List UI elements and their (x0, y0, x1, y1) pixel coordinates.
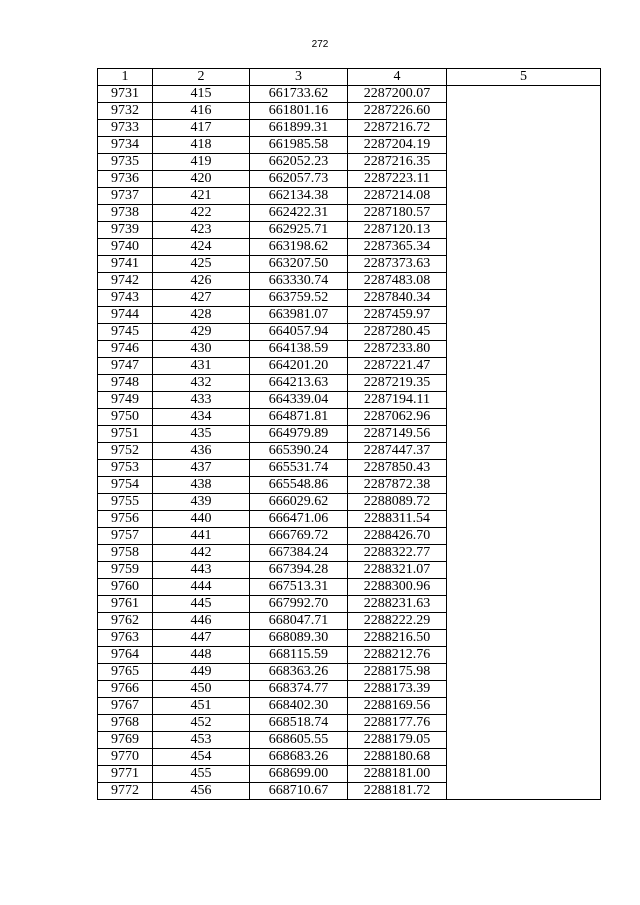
cell-vertex-number: 443 (153, 562, 250, 579)
cell-y-coordinate: 2287226.60 (348, 103, 447, 120)
cell-point-number: 9749 (98, 392, 153, 409)
cell-vertex-number: 426 (153, 273, 250, 290)
cell-point-number: 9759 (98, 562, 153, 579)
cell-vertex-number: 446 (153, 613, 250, 630)
cell-x-coordinate: 666029.62 (250, 494, 348, 511)
cell-x-coordinate: 661801.16 (250, 103, 348, 120)
cell-column-5 (447, 86, 601, 800)
cell-y-coordinate: 2287200.07 (348, 86, 447, 103)
cell-y-coordinate: 2287459.97 (348, 307, 447, 324)
cell-vertex-number: 442 (153, 545, 250, 562)
cell-x-coordinate: 667384.24 (250, 545, 348, 562)
cell-point-number: 9755 (98, 494, 153, 511)
cell-vertex-number: 419 (153, 154, 250, 171)
cell-x-coordinate: 663207.50 (250, 256, 348, 273)
cell-point-number: 9765 (98, 664, 153, 681)
cell-point-number: 9750 (98, 409, 153, 426)
cell-y-coordinate: 2288426.70 (348, 528, 447, 545)
cell-vertex-number: 418 (153, 137, 250, 154)
column-header-1: 1 (98, 69, 153, 86)
cell-vertex-number: 450 (153, 681, 250, 698)
cell-x-coordinate: 664201.20 (250, 358, 348, 375)
cell-vertex-number: 434 (153, 409, 250, 426)
cell-vertex-number: 456 (153, 783, 250, 800)
column-header-5: 5 (447, 69, 601, 86)
cell-x-coordinate: 661985.58 (250, 137, 348, 154)
coordinates-table (97, 68, 601, 800)
cell-point-number: 9739 (98, 222, 153, 239)
cell-x-coordinate: 668605.55 (250, 732, 348, 749)
cell-point-number: 9747 (98, 358, 153, 375)
cell-x-coordinate: 666769.72 (250, 528, 348, 545)
cell-x-coordinate: 664213.63 (250, 375, 348, 392)
cell-x-coordinate: 664871.81 (250, 409, 348, 426)
cell-y-coordinate: 2288175.98 (348, 664, 447, 681)
cell-y-coordinate: 2288181.00 (348, 766, 447, 783)
cell-vertex-number: 415 (153, 86, 250, 103)
cell-point-number: 9737 (98, 188, 153, 205)
cell-point-number: 9771 (98, 766, 153, 783)
cell-x-coordinate: 662925.71 (250, 222, 348, 239)
cell-point-number: 9751 (98, 426, 153, 443)
cell-y-coordinate: 2288231.63 (348, 596, 447, 613)
cell-point-number: 9764 (98, 647, 153, 664)
cell-y-coordinate: 2287214.08 (348, 188, 447, 205)
cell-x-coordinate: 665548.86 (250, 477, 348, 494)
cell-point-number: 9746 (98, 341, 153, 358)
cell-vertex-number: 436 (153, 443, 250, 460)
cell-y-coordinate: 2288212.76 (348, 647, 447, 664)
cell-vertex-number: 420 (153, 171, 250, 188)
cell-y-coordinate: 2288173.39 (348, 681, 447, 698)
cell-point-number: 9735 (98, 154, 153, 171)
cell-vertex-number: 453 (153, 732, 250, 749)
cell-vertex-number: 421 (153, 188, 250, 205)
cell-y-coordinate: 2287365.34 (348, 239, 447, 256)
cell-vertex-number: 439 (153, 494, 250, 511)
cell-point-number: 9763 (98, 630, 153, 647)
cell-x-coordinate: 668710.67 (250, 783, 348, 800)
cell-x-coordinate: 664339.04 (250, 392, 348, 409)
cell-y-coordinate: 2287233.80 (348, 341, 447, 358)
cell-vertex-number: 433 (153, 392, 250, 409)
cell-y-coordinate: 2288321.07 (348, 562, 447, 579)
cell-point-number: 9741 (98, 256, 153, 273)
cell-x-coordinate: 664057.94 (250, 324, 348, 341)
cell-point-number: 9772 (98, 783, 153, 800)
cell-vertex-number: 451 (153, 698, 250, 715)
cell-vertex-number: 431 (153, 358, 250, 375)
cell-vertex-number: 417 (153, 120, 250, 137)
cell-x-coordinate: 663198.62 (250, 239, 348, 256)
cell-y-coordinate: 2287221.47 (348, 358, 447, 375)
cell-y-coordinate: 2288311.54 (348, 511, 447, 528)
cell-y-coordinate: 2287216.72 (348, 120, 447, 137)
cell-vertex-number: 416 (153, 103, 250, 120)
cell-point-number: 9769 (98, 732, 153, 749)
cell-point-number: 9745 (98, 324, 153, 341)
cell-x-coordinate: 664138.59 (250, 341, 348, 358)
cell-y-coordinate: 2288169.56 (348, 698, 447, 715)
cell-y-coordinate: 2287219.35 (348, 375, 447, 392)
cell-y-coordinate: 2287850.43 (348, 460, 447, 477)
cell-x-coordinate: 665531.74 (250, 460, 348, 477)
cell-y-coordinate: 2288216.50 (348, 630, 447, 647)
cell-y-coordinate: 2287483.08 (348, 273, 447, 290)
cell-x-coordinate: 665390.24 (250, 443, 348, 460)
cell-point-number: 9754 (98, 477, 153, 494)
cell-x-coordinate: 662052.23 (250, 154, 348, 171)
cell-point-number: 9733 (98, 120, 153, 137)
cell-vertex-number: 445 (153, 596, 250, 613)
page-number: 272 (311, 39, 329, 50)
cell-x-coordinate: 668374.77 (250, 681, 348, 698)
cell-y-coordinate: 2288089.72 (348, 494, 447, 511)
cell-vertex-number: 422 (153, 205, 250, 222)
cell-vertex-number: 444 (153, 579, 250, 596)
cell-x-coordinate: 662057.73 (250, 171, 348, 188)
cell-x-coordinate: 661733.62 (250, 86, 348, 103)
cell-vertex-number: 454 (153, 749, 250, 766)
cell-point-number: 9756 (98, 511, 153, 528)
cell-y-coordinate: 2287216.35 (348, 154, 447, 171)
cell-point-number: 9753 (98, 460, 153, 477)
cell-y-coordinate: 2288300.96 (348, 579, 447, 596)
cell-y-coordinate: 2287149.56 (348, 426, 447, 443)
cell-y-coordinate: 2287872.38 (348, 477, 447, 494)
cell-point-number: 9758 (98, 545, 153, 562)
header-row (98, 69, 601, 86)
cell-vertex-number: 452 (153, 715, 250, 732)
cell-x-coordinate: 661899.31 (250, 120, 348, 137)
cell-point-number: 9732 (98, 103, 153, 120)
cell-point-number: 9752 (98, 443, 153, 460)
cell-vertex-number: 429 (153, 324, 250, 341)
cell-y-coordinate: 2288180.68 (348, 749, 447, 766)
cell-point-number: 9767 (98, 698, 153, 715)
cell-y-coordinate: 2288322.77 (348, 545, 447, 562)
cell-point-number: 9736 (98, 171, 153, 188)
column-header-4: 4 (348, 69, 447, 86)
cell-x-coordinate: 668402.30 (250, 698, 348, 715)
cell-point-number: 9748 (98, 375, 153, 392)
cell-x-coordinate: 667992.70 (250, 596, 348, 613)
cell-y-coordinate: 2287373.63 (348, 256, 447, 273)
cell-point-number: 9770 (98, 749, 153, 766)
cell-x-coordinate: 663981.07 (250, 307, 348, 324)
cell-y-coordinate: 2287194.11 (348, 392, 447, 409)
cell-x-coordinate: 668363.26 (250, 664, 348, 681)
table-body (98, 86, 601, 800)
cell-y-coordinate: 2287062.96 (348, 409, 447, 426)
cell-x-coordinate: 666471.06 (250, 511, 348, 528)
cell-point-number: 9740 (98, 239, 153, 256)
cell-vertex-number: 437 (153, 460, 250, 477)
cell-y-coordinate: 2287447.37 (348, 443, 447, 460)
cell-x-coordinate: 663759.52 (250, 290, 348, 307)
cell-vertex-number: 432 (153, 375, 250, 392)
cell-vertex-number: 427 (153, 290, 250, 307)
cell-y-coordinate: 2287223.11 (348, 171, 447, 188)
cell-vertex-number: 425 (153, 256, 250, 273)
cell-point-number: 9734 (98, 137, 153, 154)
cell-x-coordinate: 667394.28 (250, 562, 348, 579)
cell-point-number: 9766 (98, 681, 153, 698)
cell-point-number: 9762 (98, 613, 153, 630)
cell-point-number: 9768 (98, 715, 153, 732)
cell-y-coordinate: 2287180.57 (348, 205, 447, 222)
cell-x-coordinate: 667513.31 (250, 579, 348, 596)
cell-y-coordinate: 2288177.76 (348, 715, 447, 732)
column-header-3: 3 (250, 69, 348, 86)
cell-x-coordinate: 662422.31 (250, 205, 348, 222)
table-row (98, 86, 601, 103)
cell-y-coordinate: 2288179.05 (348, 732, 447, 749)
cell-vertex-number: 449 (153, 664, 250, 681)
cell-point-number: 9731 (98, 86, 153, 103)
table-header (98, 69, 601, 86)
cell-x-coordinate: 668683.26 (250, 749, 348, 766)
cell-x-coordinate: 668518.74 (250, 715, 348, 732)
cell-vertex-number: 428 (153, 307, 250, 324)
cell-y-coordinate: 2287840.34 (348, 290, 447, 307)
column-header-2: 2 (153, 69, 250, 86)
cell-vertex-number: 435 (153, 426, 250, 443)
cell-x-coordinate: 664979.89 (250, 426, 348, 443)
cell-point-number: 9760 (98, 579, 153, 596)
cell-vertex-number: 441 (153, 528, 250, 545)
cell-y-coordinate: 2287204.19 (348, 137, 447, 154)
cell-y-coordinate: 2287280.45 (348, 324, 447, 341)
cell-y-coordinate: 2288181.72 (348, 783, 447, 800)
cell-x-coordinate: 668089.30 (250, 630, 348, 647)
cell-point-number: 9761 (98, 596, 153, 613)
cell-vertex-number: 448 (153, 647, 250, 664)
cell-point-number: 9738 (98, 205, 153, 222)
cell-x-coordinate: 668047.71 (250, 613, 348, 630)
cell-vertex-number: 423 (153, 222, 250, 239)
cell-point-number: 9743 (98, 290, 153, 307)
cell-x-coordinate: 668699.00 (250, 766, 348, 783)
cell-y-coordinate: 2287120.13 (348, 222, 447, 239)
cell-vertex-number: 424 (153, 239, 250, 256)
cell-y-coordinate: 2288222.29 (348, 613, 447, 630)
cell-vertex-number: 440 (153, 511, 250, 528)
cell-vertex-number: 430 (153, 341, 250, 358)
cell-vertex-number: 447 (153, 630, 250, 647)
cell-point-number: 9744 (98, 307, 153, 324)
cell-x-coordinate: 662134.38 (250, 188, 348, 205)
cell-vertex-number: 438 (153, 477, 250, 494)
cell-vertex-number: 455 (153, 766, 250, 783)
cell-x-coordinate: 663330.74 (250, 273, 348, 290)
cell-x-coordinate: 668115.59 (250, 647, 348, 664)
cell-point-number: 9742 (98, 273, 153, 290)
cell-point-number: 9757 (98, 528, 153, 545)
